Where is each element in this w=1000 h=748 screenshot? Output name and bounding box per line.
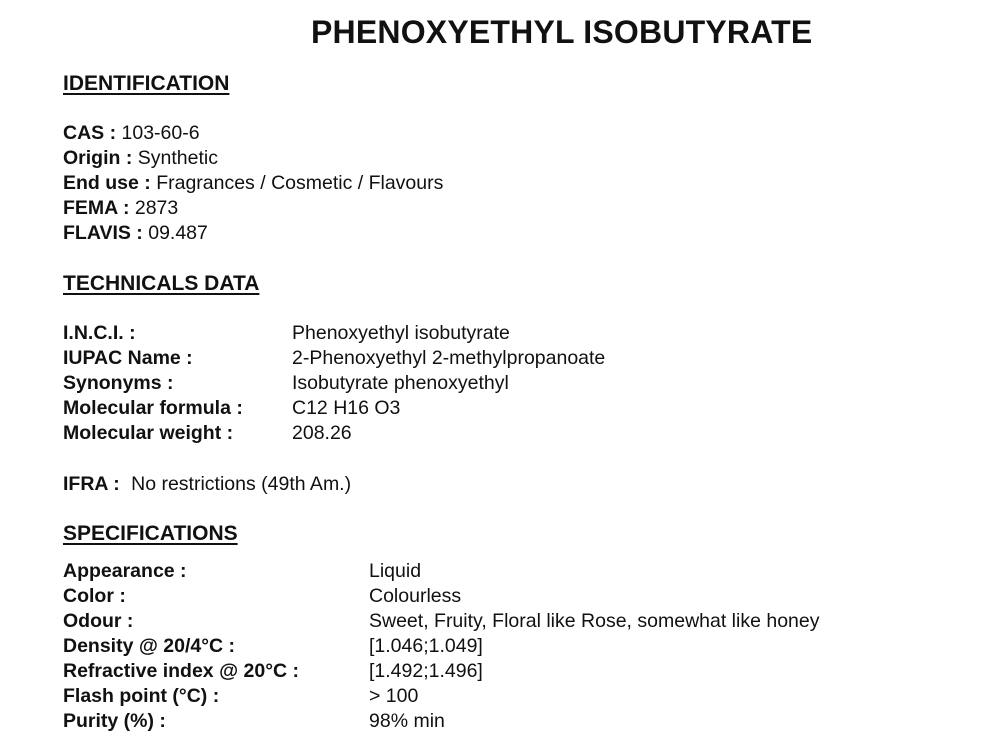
density-label: Density @ 20/4°C :: [63, 635, 236, 657]
cas-label: CAS :: [63, 122, 117, 144]
inci-value: Phenoxyethyl isobutyrate: [292, 322, 510, 344]
purity-value: 98% min: [369, 710, 445, 732]
inci-label: I.N.C.I. :: [63, 322, 136, 344]
end-use-label: End use :: [63, 172, 151, 194]
odour-label: Odour :: [63, 610, 134, 632]
fema-line: [63, 196, 178, 221]
technical-heading: TECHNICALS DATA: [63, 272, 260, 295]
flavis-label: FLAVIS :: [63, 222, 143, 244]
color-value: Colourless: [369, 585, 462, 607]
molecular-weight-label: Molecular weight :: [63, 422, 234, 444]
origin-line: [63, 146, 218, 171]
molecular-weight-value: 208.26: [292, 422, 352, 444]
flash-point-value: > 100: [369, 685, 419, 707]
origin-value: Synthetic: [137, 147, 218, 169]
color-label: Color :: [63, 585, 126, 607]
flavis-value: 09.487: [148, 222, 208, 244]
refractive-index-label: Refractive index @ 20°C :: [63, 660, 299, 682]
end-use-value: Fragrances / Cosmetic / Flavours: [156, 172, 444, 194]
flavis-line: [63, 221, 208, 246]
specifications-heading: SPECIFICATIONS: [63, 522, 238, 545]
refractive-index-value: [1.492;1.496]: [369, 660, 483, 682]
iupac-label: IUPAC Name :: [63, 347, 193, 369]
end-use-line: [63, 171, 443, 196]
purity-label: Purity (%) :: [63, 710, 166, 732]
cas-value: 103-60-6: [121, 122, 200, 144]
odour-value: Sweet, Fruity, Floral like Rose, somewhat like honey: [369, 610, 820, 632]
flash-point-label: Flash point (°C) :: [63, 685, 220, 707]
appearance-value: Liquid: [369, 560, 422, 582]
appearance-label: Appearance :: [63, 560, 187, 582]
iupac-value: 2-Phenoxyethyl 2-methylpropanoate: [292, 347, 606, 369]
ifra-value: No restrictions (49th Am.): [131, 473, 352, 495]
synonyms-value: Isobutyrate phenoxyethyl: [292, 372, 509, 394]
molecular-formula-label: Molecular formula :: [63, 397, 243, 419]
fema-label: FEMA :: [63, 197, 130, 219]
ifra-line: [63, 472, 351, 497]
ifra-label: IFRA :: [63, 473, 120, 495]
identification-heading: IDENTIFICATION: [63, 72, 230, 95]
molecular-formula-value: C12 H16 O3: [292, 397, 401, 419]
synonyms-label: Synonyms :: [63, 372, 174, 394]
density-value: [1.046;1.049]: [369, 635, 483, 657]
cas-line: [63, 121, 200, 146]
document-title: PHENOXYETHYL ISOBUTYRATE: [311, 14, 813, 50]
origin-label: Origin :: [63, 147, 133, 169]
fema-value: 2873: [134, 197, 179, 219]
